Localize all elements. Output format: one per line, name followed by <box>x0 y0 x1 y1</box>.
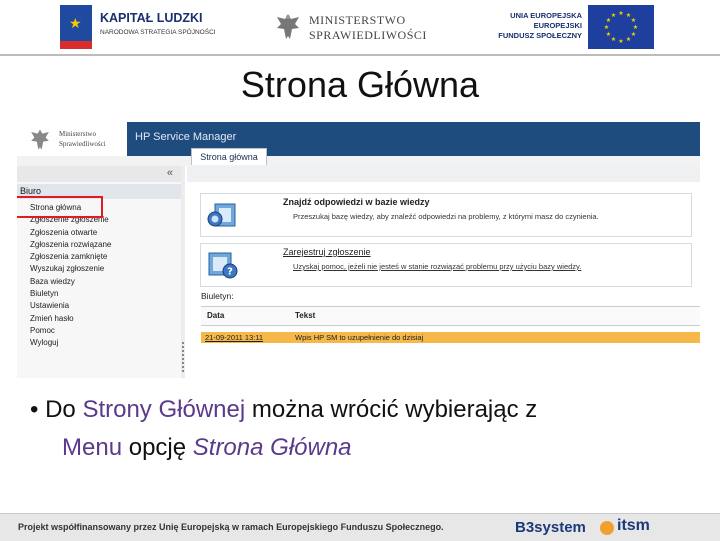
itsm-logo-icon <box>600 521 614 535</box>
bullet-line-2 <box>62 434 352 462</box>
slide-title: Strona Główna <box>240 64 480 105</box>
eu-line3: FUNDUSZ SPOŁECZNY <box>498 31 582 40</box>
ministry-name-line1: MINISTERSTWO <box>309 13 406 27</box>
menu-item-wyszukaj[interactable]: Wyszukaj zgłoszenie <box>30 264 105 274</box>
sidebar-collapse-bar <box>17 166 181 182</box>
menu-item-zmien-haslo[interactable]: Zmień hasło <box>30 313 74 323</box>
main-content <box>187 166 700 378</box>
bullet-text-option: Strona Główna <box>192 434 352 461</box>
app-logo <box>17 122 127 156</box>
row-text: Wpis HP SM to uzupełnienie do dzisiaj <box>295 333 424 342</box>
knowledge-base-title[interactable]: Znajdź odpowiedzi w bazie wiedzy <box>283 197 430 207</box>
kapital-ludzki-emblem-icon: ★ <box>60 5 92 49</box>
eu-line1: UNIA EUROPEJSKA <box>510 11 582 20</box>
menu-item-strona-glowna[interactable]: Strona główna <box>30 203 82 212</box>
eu-logo <box>490 5 658 49</box>
eagle-emblem-icon <box>275 12 301 42</box>
ministry-name-line2: SPRAWIEDLIWOŚCI <box>309 28 427 42</box>
menu-item-baza-wiedzy[interactable]: Baza wiedzy <box>30 276 75 286</box>
menu-item-wyloguj[interactable]: Wyloguj <box>30 338 59 348</box>
highlight-box <box>17 196 103 218</box>
knowledge-search-icon <box>205 200 239 230</box>
footer-text: Projekt współfinansowany przez Unię Europejską w ramach Europejskiego Funduszu Społecznego. <box>18 522 444 532</box>
menu-item-rozwiazane[interactable]: Zgłoszenia rozwiązane <box>30 239 112 249</box>
register-ticket-title[interactable]: Zarejestruj zgłoszenie <box>283 247 371 257</box>
tab-strip <box>17 156 700 166</box>
svg-text:★: ★ <box>625 36 632 43</box>
svg-text:★: ★ <box>618 38 624 45</box>
table-header <box>201 306 700 326</box>
bulletin-label: Biuletyn: <box>201 291 234 301</box>
eu-logo-text <box>490 11 582 41</box>
app-name: HP Service Manager <box>135 131 237 143</box>
svg-text:★: ★ <box>632 24 639 31</box>
knowledge-base-desc: Przeszukaj bazę wiedzy, aby znaleźć odpowiedzi na problemy, z którymi masz do czynienia. <box>293 212 599 221</box>
sidebar-menu <box>30 202 170 350</box>
register-ticket-icon <box>205 250 239 280</box>
bullet-text-home-link: Strony Głównej <box>82 396 246 423</box>
svg-text:★: ★ <box>630 31 637 38</box>
header-divider <box>0 54 720 56</box>
b3system-logo: B3system <box>515 519 586 536</box>
row-date[interactable]: 21-09-2011 13:11 <box>205 333 264 342</box>
itsm-logo: itsm <box>617 517 650 534</box>
column-header-text[interactable]: Tekst <box>295 311 316 320</box>
menu-item-otwarte[interactable]: Zgłoszenia otwarte <box>30 227 98 237</box>
eu-flag-icon <box>588 5 654 49</box>
bullet-text-menu: Menu <box>62 434 123 461</box>
kapital-ludzki-subtitle: NARODOWA STRATEGIA SPÓJNOŚCI <box>100 29 216 36</box>
menu-item-zglos[interactable]: Zgłoszenie zgłoszenie <box>30 215 109 225</box>
svg-text:★: ★ <box>610 36 617 43</box>
menu-item-ustawienia[interactable]: Ustawienia <box>30 301 70 311</box>
splitter-grip[interactable] <box>182 342 186 372</box>
content-toolbar <box>187 166 700 182</box>
menu-header[interactable]: Biuro <box>17 184 181 199</box>
bullet-text-part1: Do <box>45 396 83 423</box>
kapital-ludzki-logo <box>60 5 215 49</box>
svg-text:★: ★ <box>603 24 610 31</box>
app-logo-line1: Ministerstwo <box>59 130 96 138</box>
app-logo-line2: Sprawiedliwości <box>59 140 106 148</box>
svg-text:★: ★ <box>625 12 632 19</box>
bullet-text-part5: opcję <box>122 434 193 461</box>
bullet-line-1 <box>30 396 537 424</box>
register-ticket-card[interactable] <box>200 243 692 287</box>
ministry-logo <box>275 10 430 46</box>
knowledge-base-card[interactable] <box>200 193 692 237</box>
app-screenshot <box>17 122 700 378</box>
eagle-small-icon <box>29 128 51 152</box>
svg-text:★: ★ <box>610 12 617 19</box>
menu-item-pomoc[interactable]: Pomoc <box>30 325 55 335</box>
column-header-date[interactable]: Data <box>207 311 225 320</box>
footer <box>0 513 720 541</box>
tab-home[interactable]: Strona główna <box>191 148 267 165</box>
svg-text:★: ★ <box>605 17 612 24</box>
svg-text:?: ? <box>227 266 233 278</box>
collapse-sidebar-icon[interactable]: « <box>166 167 173 179</box>
menu-item-zamkniete[interactable]: Zgłoszenia zamknięte <box>30 252 108 262</box>
svg-text:★: ★ <box>605 31 612 38</box>
kapital-ludzki-title: KAPITAŁ LUDZKI <box>100 11 203 25</box>
bullet-text-part3: można wrócić wybierając z <box>245 396 538 423</box>
svg-text:★: ★ <box>618 10 624 17</box>
svg-text:★: ★ <box>630 17 637 24</box>
eu-line2: EUROPEJSKI <box>533 21 582 30</box>
table-row[interactable] <box>201 332 700 343</box>
sidebar <box>17 166 181 378</box>
bullet-symbol: • <box>30 396 39 423</box>
menu-item-biuletyn[interactable]: Biuletyn <box>30 289 59 299</box>
register-ticket-desc[interactable]: Uzyskaj pomoc, jeżeli nie jesteś w stanie rozwiązać problemu przy użyciu bazy wiedzy. <box>293 262 582 271</box>
